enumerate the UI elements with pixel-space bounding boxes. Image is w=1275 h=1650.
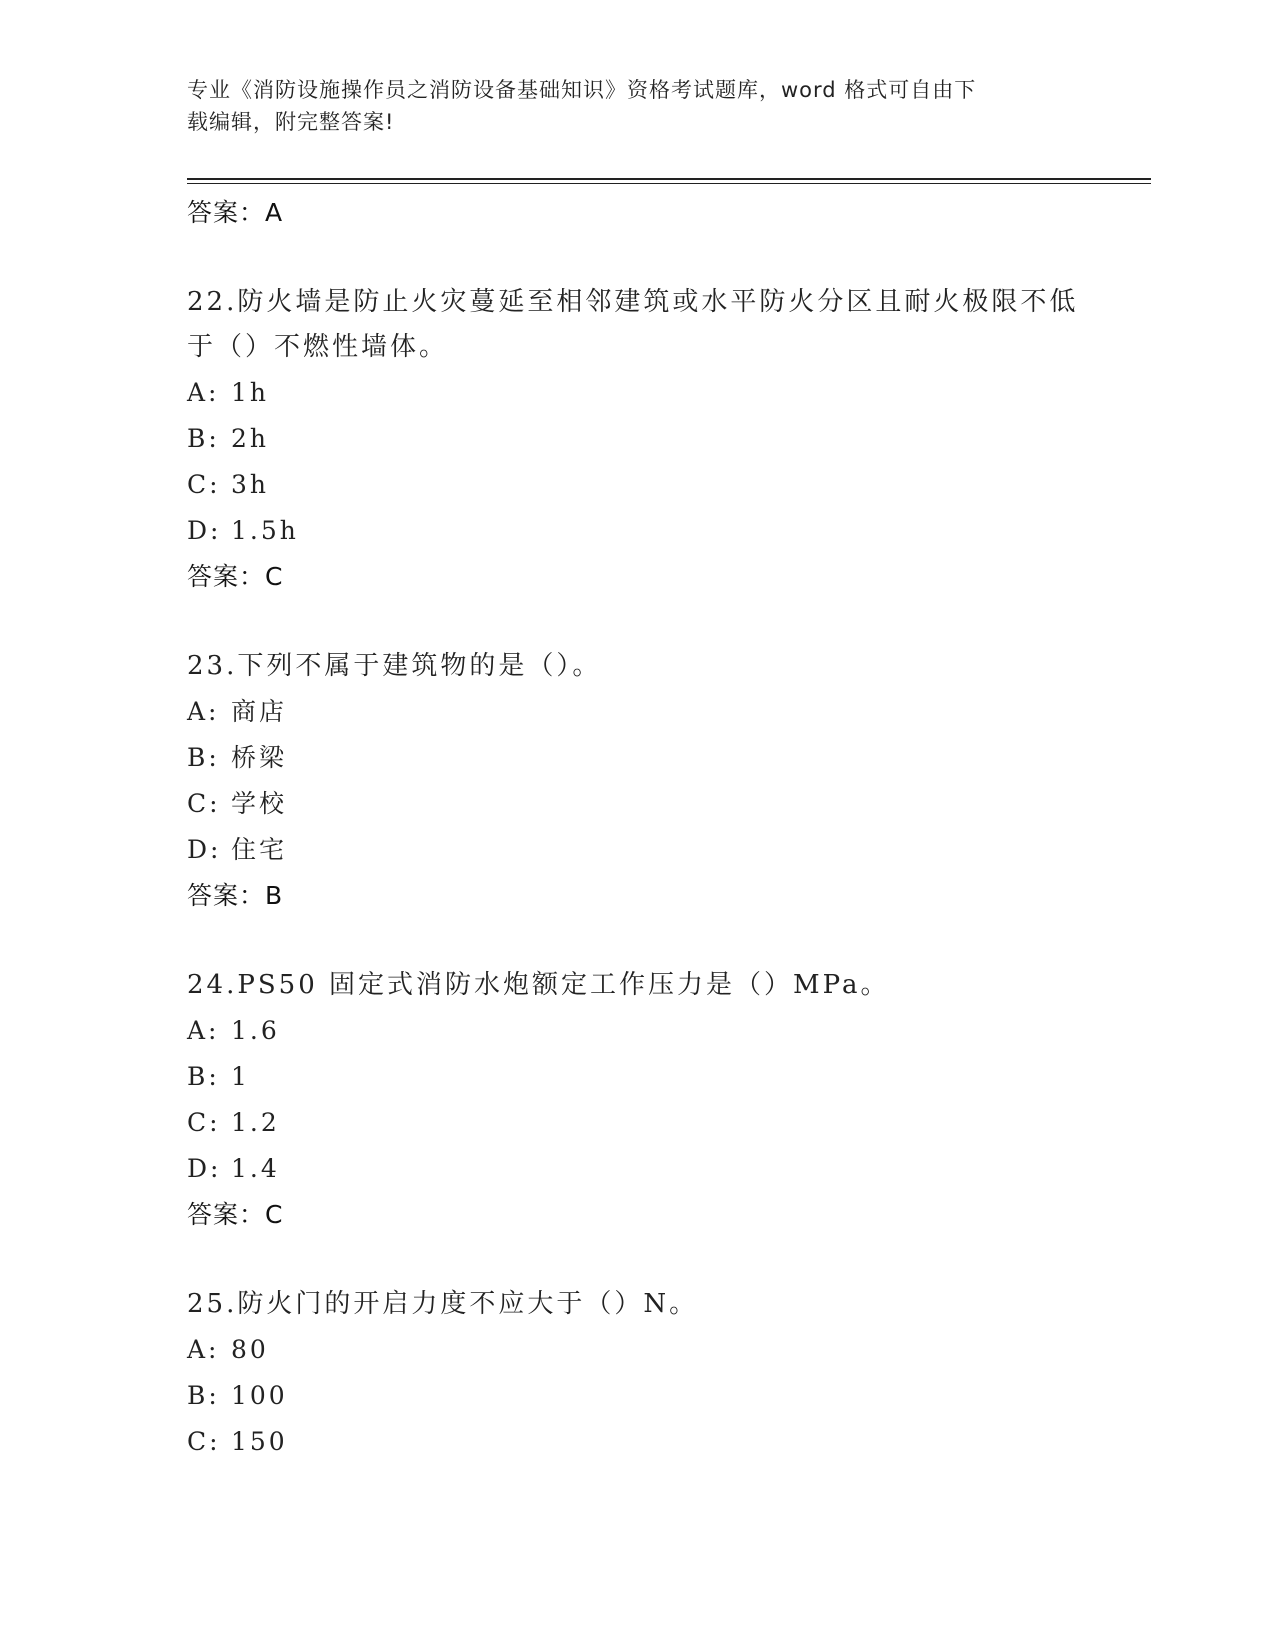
option-a xyxy=(187,370,1087,416)
option-letter: B: xyxy=(187,424,220,453)
option-value: 学校 xyxy=(231,789,288,818)
header-line-1: 专业《消防设施操作员之消防设备基础知识》资格考试题库，word 格式可自由下 xyxy=(187,78,977,102)
question-list xyxy=(187,190,1087,1465)
option-letter: C: xyxy=(187,1108,221,1137)
option-value: 1h xyxy=(231,378,270,407)
option-letter: A: xyxy=(187,697,220,726)
question-22 xyxy=(187,280,1087,599)
option-letter: D: xyxy=(187,835,222,864)
option-letter: A: xyxy=(187,1016,220,1045)
header-line-2: 载编辑，附完整答案! xyxy=(187,110,395,134)
question-25 xyxy=(187,1282,1087,1465)
answer: 答案：C xyxy=(187,562,284,591)
question-text-line-1: 23.下列不属于建筑物的是（）。 xyxy=(187,651,602,681)
option-value: 住宅 xyxy=(231,835,288,864)
answer: 答案：C xyxy=(187,1200,284,1229)
option-value: 150 xyxy=(231,1427,288,1456)
question-text-line-1: 22.防火墙是防止火灾蔓延至相邻建筑或水平防火分区且耐火极限不低 xyxy=(187,287,1079,317)
option-letter: B: xyxy=(187,1381,220,1410)
previous-answer: 答案：A xyxy=(187,198,284,227)
question-text-line-2: 于（）不燃性墙体。 xyxy=(187,332,449,362)
question-text-line-1: 24.PS50 固定式消防水炮额定工作压力是（）MPa。 xyxy=(187,970,890,1000)
option-value: 桥梁 xyxy=(231,743,288,772)
question-text xyxy=(187,644,1087,689)
option-value: 1.2 xyxy=(231,1108,280,1137)
option-letter: C: xyxy=(187,789,221,818)
option-value: 1.6 xyxy=(231,1016,280,1045)
question-text xyxy=(187,1282,1087,1327)
option-letter: A: xyxy=(187,1335,220,1364)
question-23 xyxy=(187,644,1087,918)
option-b xyxy=(187,735,1087,781)
option-d xyxy=(187,508,1087,554)
option-value: 商店 xyxy=(231,697,288,726)
question-text xyxy=(187,963,1087,1008)
question-24 xyxy=(187,963,1087,1237)
option-b xyxy=(187,416,1087,462)
header-rule-thick xyxy=(187,178,1151,180)
option-letter: C: xyxy=(187,1427,221,1456)
option-letter: D: xyxy=(187,1154,222,1183)
option-a xyxy=(187,1008,1087,1054)
option-a xyxy=(187,1327,1087,1373)
option-value: 2h xyxy=(231,424,270,453)
option-value: 1.5h xyxy=(231,516,299,545)
option-a xyxy=(187,689,1087,735)
option-d xyxy=(187,827,1087,873)
option-letter: B: xyxy=(187,743,220,772)
option-value: 3h xyxy=(231,470,270,499)
option-letter: C: xyxy=(187,470,221,499)
question-text xyxy=(187,280,1087,370)
option-b xyxy=(187,1054,1087,1100)
option-b xyxy=(187,1373,1087,1419)
document-header xyxy=(187,74,1067,138)
option-letter: A: xyxy=(187,378,220,407)
option-letter: B: xyxy=(187,1062,220,1091)
option-c xyxy=(187,1419,1087,1465)
option-value: 1 xyxy=(231,1062,250,1091)
option-c xyxy=(187,1100,1087,1146)
option-c xyxy=(187,781,1087,827)
question-text-line-1: 25.防火门的开启力度不应大于（）N。 xyxy=(187,1289,699,1319)
answer: 答案：B xyxy=(187,881,284,910)
header-rule-thin xyxy=(187,183,1151,184)
option-letter: D: xyxy=(187,516,222,545)
option-value: 1.4 xyxy=(231,1154,280,1183)
option-c xyxy=(187,462,1087,508)
option-value: 80 xyxy=(231,1335,269,1364)
option-value: 100 xyxy=(231,1381,288,1410)
option-d xyxy=(187,1146,1087,1192)
